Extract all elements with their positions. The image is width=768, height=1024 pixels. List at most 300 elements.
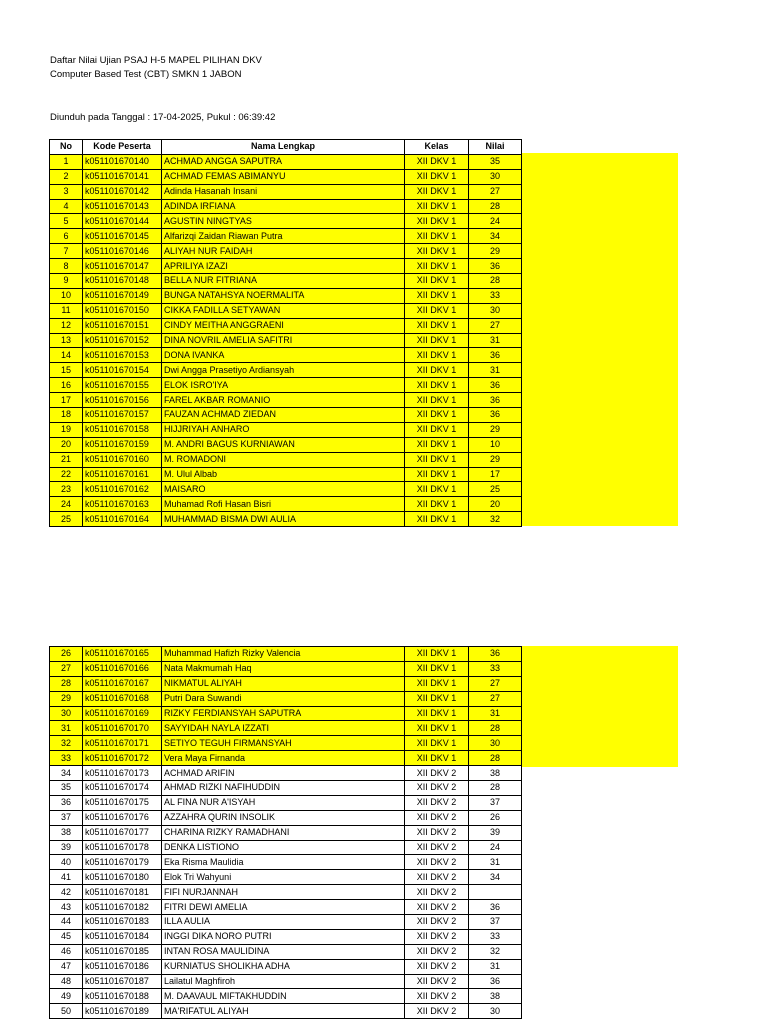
cell-kelas: XII DKV 2 [405,840,469,855]
highlight-band [521,646,678,767]
table-row [50,1004,522,1019]
cell-nilai: 26 [469,810,522,825]
cell-kode-peserta: k051101670167 [83,676,162,691]
cell-kelas: XII DKV 1 [405,214,469,229]
cell-kode-peserta: k051101670155 [83,378,162,393]
table-row [50,706,522,721]
cell-kelas: XII DKV 1 [405,348,469,363]
cell-nama-lengkap: Eka Risma Maulidia [162,855,405,870]
table-row [50,959,522,974]
cell-nilai: 34 [469,229,522,244]
download-timestamp: Diunduh pada Tanggal : 17-04-2025, Pukul : 06:39:42 [50,112,276,123]
cell-no: 4 [50,199,83,214]
table-row [50,855,522,870]
table-row [50,825,522,840]
cell-kelas: XII DKV 1 [405,229,469,244]
table-row [50,900,522,915]
cell-no: 5 [50,214,83,229]
cell-nama-lengkap: Alfarizqi Zaidan Riawan Putra [162,229,405,244]
cell-nilai: 31 [469,363,522,378]
cell-nilai: 24 [469,840,522,855]
table-row [50,288,522,303]
cell-nilai: 30 [469,736,522,751]
cell-no: 17 [50,393,83,408]
cell-kelas: XII DKV 1 [405,199,469,214]
cell-nilai: 36 [469,259,522,274]
cell-kode-peserta: k051101670165 [83,647,162,662]
cell-kode-peserta: k051101670157 [83,408,162,423]
cell-nilai: 27 [469,318,522,333]
cell-nama-lengkap: Adinda Hasanah Insani [162,184,405,199]
table-row [50,348,522,363]
cell-nilai: 29 [469,452,522,467]
cell-nilai: 32 [469,944,522,959]
cell-nama-lengkap: ELOK ISRO'IYA [162,378,405,393]
cell-nama-lengkap: Muhamad Rofi Hasan Bisri [162,497,405,512]
cell-nama-lengkap: M. ANDRI BAGUS KURNIAWAN [162,437,405,452]
cell-nama-lengkap: FAUZAN ACHMAD ZIEDAN [162,408,405,423]
cell-no: 20 [50,437,83,452]
cell-no: 8 [50,259,83,274]
cell-nama-lengkap: MA'RIFATUL ALIYAH [162,1004,405,1019]
table-row [50,437,522,452]
cell-kode-peserta: k051101670181 [83,885,162,900]
cell-nilai: 24 [469,214,522,229]
table-row [50,944,522,959]
cell-nama-lengkap: APRILIYA IZAZI [162,259,405,274]
cell-nilai: 36 [469,348,522,363]
cell-no: 11 [50,303,83,318]
cell-kelas: XII DKV 2 [405,781,469,796]
table-row [50,661,522,676]
cell-kode-peserta: k051101670188 [83,989,162,1004]
cell-kode-peserta: k051101670160 [83,452,162,467]
cell-nilai: 31 [469,959,522,974]
cell-nama-lengkap: MUHAMMAD BISMA DWI AULIA [162,512,405,527]
cell-no: 27 [50,661,83,676]
cell-kode-peserta: k051101670164 [83,512,162,527]
cell-nama-lengkap: CINDY MEITHA ANGGRAENI [162,318,405,333]
cell-kode-peserta: k051101670170 [83,721,162,736]
cell-kelas: XII DKV 1 [405,274,469,289]
cell-nama-lengkap: ACHMAD FEMAS ABIMANYU [162,169,405,184]
highlight-band [521,153,678,526]
cell-nama-lengkap: FAREL AKBAR ROMANIO [162,393,405,408]
cell-nilai: 36 [469,647,522,662]
cell-no: 26 [50,647,83,662]
column-header-kelas: Kelas [405,140,469,155]
cell-nilai: 28 [469,274,522,289]
table-row [50,497,522,512]
cell-nilai: 30 [469,169,522,184]
cell-nilai: 28 [469,721,522,736]
cell-kelas: XII DKV 1 [405,184,469,199]
cell-no: 12 [50,318,83,333]
table-row [50,691,522,706]
cell-nama-lengkap: Elok Tri Wahyuni [162,870,405,885]
cell-kelas: XII DKV 1 [405,378,469,393]
cell-kelas: XII DKV 2 [405,959,469,974]
cell-kelas: XII DKV 2 [405,795,469,810]
column-header-kode: Kode Peserta [83,140,162,155]
cell-nama-lengkap: NIKMATUL ALIYAH [162,676,405,691]
cell-kelas: XII DKV 1 [405,512,469,527]
cell-no: 35 [50,781,83,796]
cell-kode-peserta: k051101670162 [83,482,162,497]
cell-nama-lengkap: AZZAHRA QURIN INSOLIK [162,810,405,825]
cell-nilai: 31 [469,706,522,721]
cell-kelas: XII DKV 2 [405,974,469,989]
cell-nama-lengkap: CIKKA FADILLA SETYAWAN [162,303,405,318]
cell-nilai: 25 [469,482,522,497]
cell-nilai: 30 [469,303,522,318]
cell-no: 32 [50,736,83,751]
cell-kelas: XII DKV 2 [405,810,469,825]
cell-nilai: 31 [469,333,522,348]
cell-kode-peserta: k051101670146 [83,244,162,259]
table-row [50,169,522,184]
cell-nilai: 33 [469,288,522,303]
cell-nama-lengkap: Lailatul Maghfiroh [162,974,405,989]
cell-nilai: 31 [469,855,522,870]
cell-nama-lengkap: HIJJRIYAH ANHARO [162,422,405,437]
cell-nama-lengkap: ACHMAD ANGGA SAPUTRA [162,154,405,169]
cell-kelas: XII DKV 1 [405,244,469,259]
table-row [50,184,522,199]
cell-kode-peserta: k051101670156 [83,393,162,408]
table-row [50,318,522,333]
table-row [50,840,522,855]
cell-kelas: XII DKV 1 [405,452,469,467]
cell-kode-peserta: k051101670143 [83,199,162,214]
cell-kode-peserta: k051101670177 [83,825,162,840]
table-row [50,676,522,691]
cell-kelas: XII DKV 1 [405,333,469,348]
cell-nilai: 34 [469,870,522,885]
cell-nama-lengkap: Nata Makmumah Haq [162,661,405,676]
cell-kode-peserta: k051101670154 [83,363,162,378]
table-row [50,721,522,736]
cell-kode-peserta: k051101670151 [83,318,162,333]
cell-kode-peserta: k051101670186 [83,959,162,974]
cell-kode-peserta: k051101670187 [83,974,162,989]
cell-no: 50 [50,1004,83,1019]
table-row [50,333,522,348]
cell-kode-peserta: k051101670150 [83,303,162,318]
cell-kode-peserta: k051101670182 [83,900,162,915]
cell-no: 47 [50,959,83,974]
cell-no: 44 [50,915,83,930]
cell-kelas: XII DKV 1 [405,482,469,497]
cell-kelas: XII DKV 1 [405,497,469,512]
column-header-no: No [50,140,83,155]
cell-nilai: 17 [469,467,522,482]
cell-nama-lengkap: SETIYO TEGUH FIRMANSYAH [162,736,405,751]
table-row [50,810,522,825]
table-row [50,781,522,796]
cell-nilai: 35 [469,154,522,169]
cell-nilai: 38 [469,989,522,1004]
cell-kode-peserta: k051101670144 [83,214,162,229]
cell-no: 14 [50,348,83,363]
cell-nilai: 29 [469,422,522,437]
cell-kelas: XII DKV 1 [405,437,469,452]
cell-no: 1 [50,154,83,169]
cell-no: 2 [50,169,83,184]
cell-nama-lengkap: M. DAAVAUL MIFTAKHUDDIN [162,989,405,1004]
table-row [50,974,522,989]
cell-nama-lengkap: M. ROMADONI [162,452,405,467]
cell-kelas: XII DKV 2 [405,885,469,900]
cell-kelas: XII DKV 1 [405,303,469,318]
cell-nilai: 33 [469,929,522,944]
table-row [50,766,522,781]
cell-kelas: XII DKV 1 [405,721,469,736]
cell-no: 25 [50,512,83,527]
cell-kelas: XII DKV 1 [405,363,469,378]
cell-nilai: 10 [469,437,522,452]
cell-kelas: XII DKV 2 [405,929,469,944]
cell-no: 9 [50,274,83,289]
scores-table-part-1 [49,139,522,527]
cell-kelas: XII DKV 2 [405,855,469,870]
cell-kode-peserta: k051101670180 [83,870,162,885]
cell-no: 46 [50,944,83,959]
cell-kode-peserta: k051101670183 [83,915,162,930]
cell-kode-peserta: k051101670145 [83,229,162,244]
column-header-nama: Nama Lengkap [162,140,405,155]
cell-no: 28 [50,676,83,691]
cell-nama-lengkap: Vera Maya Firnanda [162,751,405,766]
cell-no: 15 [50,363,83,378]
cell-nilai: 36 [469,408,522,423]
cell-no: 45 [50,929,83,944]
cell-kelas: XII DKV 1 [405,751,469,766]
cell-kelas: XII DKV 2 [405,766,469,781]
cell-kelas: XII DKV 1 [405,676,469,691]
table-row [50,795,522,810]
cell-kode-peserta: k051101670173 [83,766,162,781]
cell-no: 49 [50,989,83,1004]
table-row [50,736,522,751]
cell-nama-lengkap: FITRI DEWI AMELIA [162,900,405,915]
cell-no: 13 [50,333,83,348]
cell-kelas: XII DKV 2 [405,989,469,1004]
cell-nama-lengkap: ILLA AULIA [162,915,405,930]
cell-nama-lengkap: CHARINA RIZKY RAMADHANI [162,825,405,840]
cell-nilai: 28 [469,751,522,766]
table-row [50,989,522,1004]
cell-kelas: XII DKV 1 [405,661,469,676]
cell-kode-peserta: k051101670148 [83,274,162,289]
table-row [50,751,522,766]
table-row [50,885,522,900]
table-row [50,512,522,527]
cell-nama-lengkap: AL FINA NUR A'ISYAH [162,795,405,810]
table-row [50,647,522,662]
cell-no: 41 [50,870,83,885]
table-row [50,915,522,930]
cell-no: 19 [50,422,83,437]
cell-no: 43 [50,900,83,915]
cell-nama-lengkap: KURNIATUS SHOLIKHA ADHA [162,959,405,974]
cell-nilai: 30 [469,1004,522,1019]
cell-kode-peserta: k051101670153 [83,348,162,363]
cell-kelas: XII DKV 2 [405,1004,469,1019]
cell-no: 18 [50,408,83,423]
cell-nama-lengkap: ALIYAH NUR FAIDAH [162,244,405,259]
report-subtitle: Computer Based Test (CBT) SMKN 1 JABON [50,69,242,80]
table-row [50,393,522,408]
cell-kode-peserta: k051101670168 [83,691,162,706]
table-row [50,870,522,885]
cell-kode-peserta: k051101670184 [83,929,162,944]
cell-kelas: XII DKV 1 [405,647,469,662]
cell-nilai: 33 [469,661,522,676]
cell-no: 3 [50,184,83,199]
cell-kode-peserta: k051101670178 [83,840,162,855]
cell-kelas: XII DKV 1 [405,154,469,169]
cell-kode-peserta: k051101670185 [83,944,162,959]
cell-kelas: XII DKV 2 [405,825,469,840]
cell-kelas: XII DKV 1 [405,408,469,423]
cell-no: 16 [50,378,83,393]
cell-kode-peserta: k051101670163 [83,497,162,512]
cell-nama-lengkap: BUNGA NATAHSYA NOERMALITA [162,288,405,303]
cell-no: 29 [50,691,83,706]
table-row [50,452,522,467]
cell-nama-lengkap: AHMAD RIZKI NAFIHUDDIN [162,781,405,796]
cell-kelas: XII DKV 2 [405,900,469,915]
cell-kode-peserta: k051101670179 [83,855,162,870]
table-header-row [50,140,522,155]
cell-no: 21 [50,452,83,467]
cell-kelas: XII DKV 1 [405,691,469,706]
table-row [50,378,522,393]
cell-nama-lengkap: INGGI DIKA NORO PUTRI [162,929,405,944]
table-row [50,303,522,318]
cell-kode-peserta: k051101670158 [83,422,162,437]
table-row [50,422,522,437]
cell-nilai: 36 [469,393,522,408]
cell-nilai: 20 [469,497,522,512]
cell-nilai: 37 [469,795,522,810]
cell-kelas: XII DKV 1 [405,169,469,184]
cell-nama-lengkap: Muhammad Hafizh Rizky Valencia [162,647,405,662]
scores-table-part-2 [49,646,522,1019]
cell-no: 42 [50,885,83,900]
cell-kode-peserta: k051101670174 [83,781,162,796]
cell-nama-lengkap: MAISARO [162,482,405,497]
cell-nilai: 27 [469,184,522,199]
cell-nama-lengkap: ADINDA IRFIANA [162,199,405,214]
cell-kelas: XII DKV 1 [405,259,469,274]
cell-kode-peserta: k051101670171 [83,736,162,751]
cell-no: 23 [50,482,83,497]
table-row [50,259,522,274]
cell-no: 10 [50,288,83,303]
column-header-nilai: Nilai [469,140,522,155]
table-row [50,244,522,259]
cell-kelas: XII DKV 1 [405,393,469,408]
cell-kelas: XII DKV 1 [405,736,469,751]
table-row [50,363,522,378]
cell-nama-lengkap: BELLA NUR FITRIANA [162,274,405,289]
cell-nilai: 29 [469,244,522,259]
cell-no: 38 [50,825,83,840]
cell-nama-lengkap: AGUSTIN NINGTYAS [162,214,405,229]
cell-nilai: 38 [469,766,522,781]
cell-kode-peserta: k051101670176 [83,810,162,825]
cell-nilai: 28 [469,199,522,214]
cell-kode-peserta: k051101670152 [83,333,162,348]
cell-no: 40 [50,855,83,870]
cell-nama-lengkap: SAYYIDAH NAYLA IZZATI [162,721,405,736]
table-row [50,482,522,497]
cell-kode-peserta: k051101670141 [83,169,162,184]
cell-nama-lengkap: INTAN ROSA MAULIDINA [162,944,405,959]
cell-nilai: 36 [469,378,522,393]
cell-no: 33 [50,751,83,766]
cell-no: 39 [50,840,83,855]
cell-no: 37 [50,810,83,825]
cell-kelas: XII DKV 2 [405,944,469,959]
cell-nilai: 32 [469,512,522,527]
cell-no: 34 [50,766,83,781]
table-row [50,199,522,214]
cell-kelas: XII DKV 2 [405,870,469,885]
cell-nilai: 37 [469,915,522,930]
table-row [50,929,522,944]
table-row [50,274,522,289]
cell-nama-lengkap: Putri Dara Suwandi [162,691,405,706]
cell-kelas: XII DKV 1 [405,288,469,303]
cell-kode-peserta: k051101670142 [83,184,162,199]
cell-nilai: 36 [469,900,522,915]
cell-nama-lengkap: Dwi Angga Prasetiyo Ardiansyah [162,363,405,378]
cell-kode-peserta: k051101670189 [83,1004,162,1019]
cell-kode-peserta: k051101670169 [83,706,162,721]
cell-nilai: 27 [469,676,522,691]
cell-nama-lengkap: DINA NOVRIL AMELIA SAFITRI [162,333,405,348]
cell-nama-lengkap: FIFI NURJANNAH [162,885,405,900]
table-row [50,214,522,229]
cell-kelas: XII DKV 1 [405,318,469,333]
cell-no: 6 [50,229,83,244]
cell-nama-lengkap: DONA IVANKA [162,348,405,363]
table-row [50,154,522,169]
cell-kode-peserta: k051101670147 [83,259,162,274]
cell-no: 36 [50,795,83,810]
cell-kode-peserta: k051101670149 [83,288,162,303]
table-row [50,467,522,482]
cell-kode-peserta: k051101670172 [83,751,162,766]
cell-nilai [469,885,522,900]
cell-kode-peserta: k051101670166 [83,661,162,676]
cell-kelas: XII DKV 2 [405,915,469,930]
cell-nilai: 28 [469,781,522,796]
cell-kode-peserta: k051101670161 [83,467,162,482]
cell-nilai: 36 [469,974,522,989]
cell-nilai: 27 [469,691,522,706]
cell-no: 24 [50,497,83,512]
cell-nama-lengkap: DENKA LISTIONO [162,840,405,855]
cell-no: 31 [50,721,83,736]
cell-kelas: XII DKV 1 [405,422,469,437]
cell-kelas: XII DKV 1 [405,706,469,721]
cell-nilai: 39 [469,825,522,840]
cell-kode-peserta: k051101670140 [83,154,162,169]
